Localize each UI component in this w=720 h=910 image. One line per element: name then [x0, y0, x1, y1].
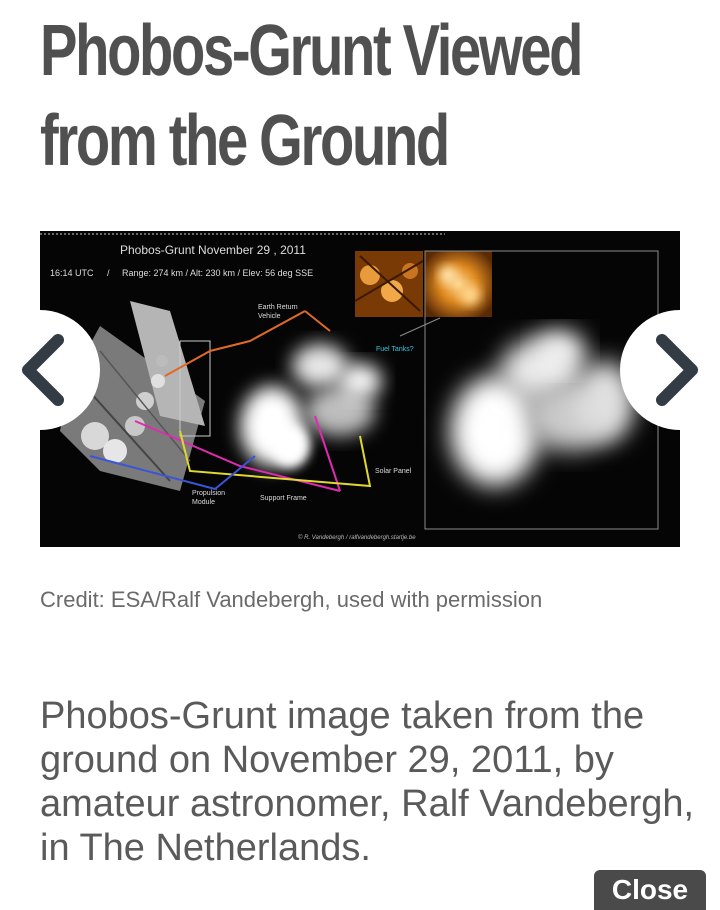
label-propulsion-2: Module — [192, 499, 215, 506]
title-line-2: from the Ground — [40, 101, 448, 181]
label-propulsion-1: Propulsion — [192, 490, 226, 497]
label-earth-return-1: Earth Return — [258, 304, 298, 311]
label-fuel-tanks: Fuel Tanks? — [376, 346, 414, 353]
figure-copyright: © R. Vandebergh / ralfvandebergh.startje.be — [298, 535, 416, 541]
chevron-left-icon — [10, 330, 70, 410]
figure-heading: Phobos-Grunt November 29 , 2011 — [120, 243, 306, 257]
chevron-right-icon — [650, 330, 710, 410]
fuel-tank-closeup — [425, 251, 492, 317]
image-credit: Credit: ESA/Ralf Vandebergh, used with permission — [40, 587, 543, 612]
label-support-frame: Support Frame — [260, 495, 307, 502]
slideshow-image — [40, 231, 680, 547]
label-earth-return-2: Vehicle — [258, 313, 281, 320]
page-title — [40, 6, 680, 186]
figure-sep: / — [107, 268, 110, 278]
figure-stats: Range: 274 km / Alt: 230 km / Elev: 56 deg SSE — [122, 268, 314, 278]
label-solar-panel: Solar Panel — [375, 468, 412, 475]
title-line-1: Phobos-Grunt Viewed — [40, 11, 582, 91]
figure-utc: 16:14 UTC — [50, 268, 94, 278]
close-button[interactable]: Close — [594, 870, 706, 910]
image-caption: Phobos-Grunt image taken from the ground on November 29, 2011, by amateur astronomer, Ralf Vandebergh, in The Netherlands. — [40, 695, 695, 869]
